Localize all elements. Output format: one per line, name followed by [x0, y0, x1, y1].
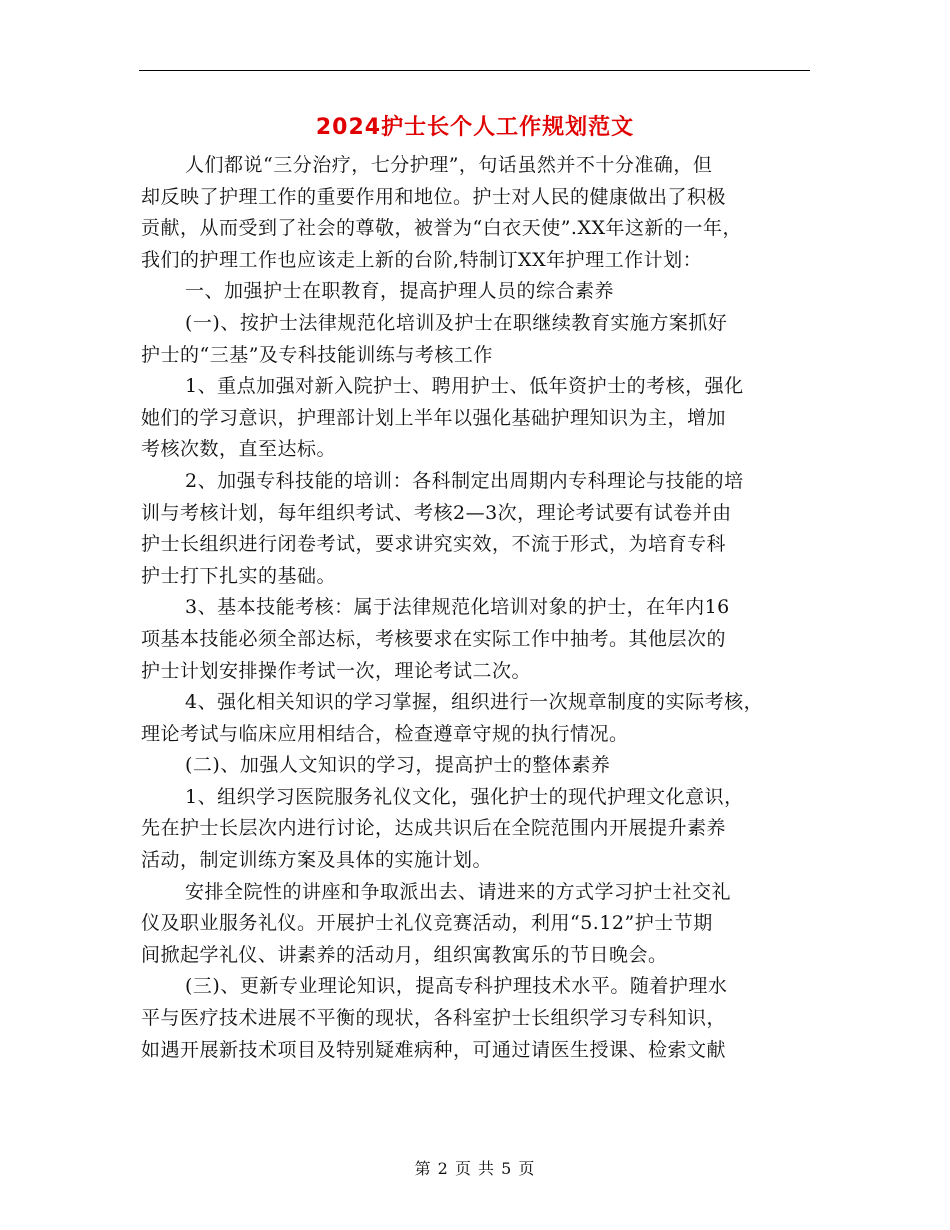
text-line: 考核次数，直至达标。	[141, 438, 337, 461]
text-line: 理论考试与临床应用相结合，检查遵章守规的执行情况。	[141, 722, 629, 745]
text-line: 3、基本技能考核：属于法律规范化培训对象的护士，在年内16	[185, 596, 730, 619]
page-footer: 第 2 页 共 5 页	[414, 1159, 536, 1178]
paragraph	[141, 971, 816, 1066]
text-line: 贡献，从而受到了社会的尊敬，被誉为“白衣天使”.XX年这新的一年，	[141, 217, 743, 240]
text-line: 训与考核计划，每年组织考试、考核2—3次，理论考试要有试卷并由	[141, 501, 732, 524]
text-line: 1、重点加强对新入院护士、聘用护士、低年资护士的考核，强化	[185, 375, 744, 398]
text-line: 4、强化相关知识的学习掌握，组织进行一次规章制度的实际考核，	[185, 691, 764, 714]
text-line: (二)、加强人文知识的学习，提高护士的整体素养	[185, 754, 611, 777]
text-line: 护士打下扎实的基础。	[141, 564, 337, 587]
text-line: 2、加强专科技能的培训：各科制定出周期内专科理论与技能的培	[185, 469, 744, 492]
document-title: 2024护士长个人工作规划范文	[315, 115, 635, 140]
text-line: 如遇开展新技术项目及特别疑难病种，可通过请医生授课、检索文献	[141, 1038, 727, 1061]
text-line: 项基本技能必须全部达标，考核要求在实际工作中抽考。其他层次的	[141, 627, 727, 650]
paragraph	[141, 782, 816, 877]
text-line: 护士计划安排操作考试一次，理论考试二次。	[141, 659, 532, 682]
paragraph	[141, 750, 816, 782]
text-line: 我们的护理工作也应该走上新的台阶,特制订XX年护理工作计划：	[141, 248, 703, 271]
paragraph	[141, 371, 816, 466]
text-line: 一、加强护士在职教育，提高护理人员的综合素养	[185, 280, 615, 303]
document-body	[141, 150, 816, 1066]
text-line: 安排全院性的讲座和争取派出去、请进来的方式学习护士社交礼	[185, 880, 732, 903]
paragraph	[141, 592, 816, 687]
paragraph	[141, 687, 816, 750]
text-line: 却反映了护理工作的重要作用和地位。护士对人民的健康做出了积极	[141, 185, 727, 208]
text-line: 护士长组织进行闭卷考试，要求讲究实效，不流于形式，为培育专科	[141, 533, 727, 556]
text-line: 活动，制定训练方案及具体的实施计划。	[141, 849, 493, 872]
text-line: (三)、更新专业理论知识，提高专科护理技术水平。随着护理水	[185, 975, 728, 998]
text-line: 护士的“三基”及专科技能训练与考核工作	[141, 343, 493, 366]
text-line: 先在护士长层次内进行讨论，达成共识后在全院范围内开展提升素养	[141, 817, 727, 840]
text-line: (一)、按护士法律规范化培训及护士在职继续教育实施方案抓好	[185, 311, 728, 334]
text-line: 1、组织学习医院服务礼仪文化，强化护士的现代护理文化意识，	[185, 785, 744, 808]
paragraph	[141, 877, 816, 972]
text-line: 平与医疗技术进展不平衡的现状，各科室护士长组织学习专科知识，	[141, 1007, 727, 1030]
header-rule	[139, 70, 810, 71]
text-line: 人们都说“三分治疗，七分护理”，句话虽然并不十分准确，但	[185, 154, 713, 176]
paragraph	[141, 466, 816, 592]
paragraph	[141, 308, 816, 371]
paragraph	[141, 276, 816, 308]
paragraph	[141, 150, 816, 276]
text-line: 仪及职业服务礼仪。开展护士礼仪竞赛活动，利用“5.12”护士节期	[141, 912, 713, 935]
text-line: 她们的学习意识，护理部计划上半年以强化基础护理知识为主，增加	[141, 406, 727, 429]
text-line: 间掀起学礼仪、讲素养的活动月，组织寓教寓乐的节日晚会。	[141, 943, 668, 966]
